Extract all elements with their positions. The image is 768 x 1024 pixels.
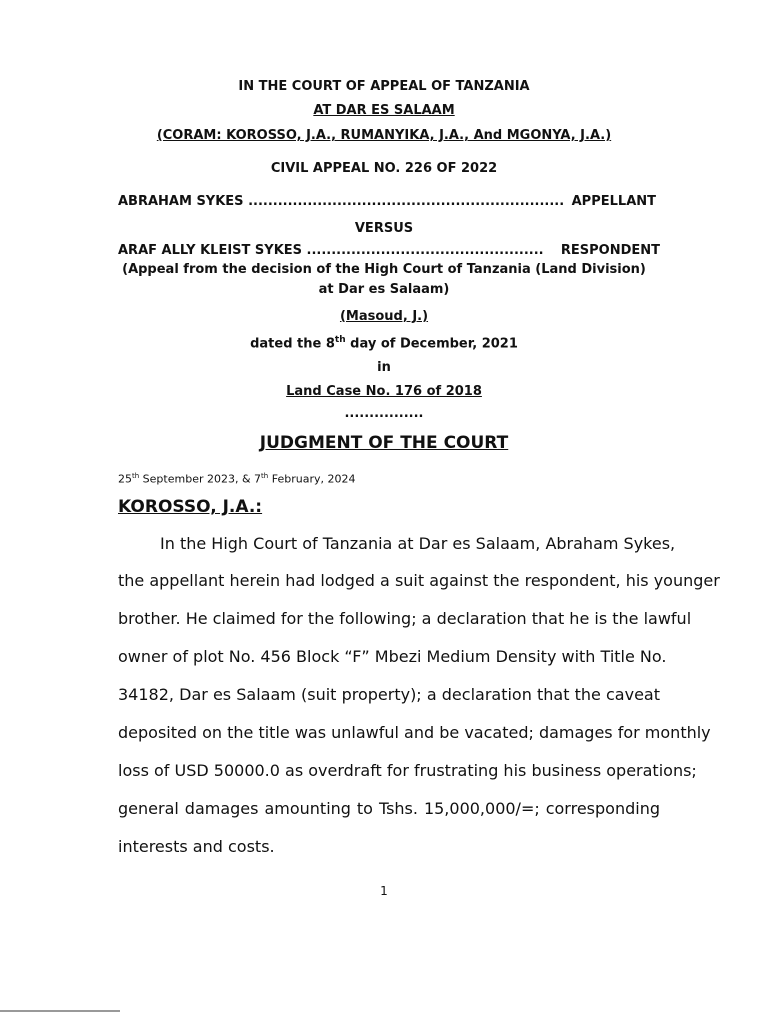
in-word: in bbox=[377, 360, 391, 375]
judgment-author: KOROSSO, J.A.: bbox=[118, 497, 263, 517]
dated-sup: th bbox=[334, 335, 346, 345]
appellant-row bbox=[118, 194, 656, 209]
date-end: February, 2024 bbox=[268, 472, 356, 486]
body-line-4: owner of plot No. 456 Block “F” Mbezi Medium Density with Title No. bbox=[118, 647, 667, 666]
judgment-title: JUDGMENT OF THE COURT bbox=[259, 433, 509, 453]
appeal-from-line2: at Dar es Salaam) bbox=[318, 282, 450, 297]
date-a-sup: th bbox=[132, 472, 140, 480]
respondent-row bbox=[118, 243, 660, 258]
page-number: 1 bbox=[380, 884, 388, 898]
appellant-leader: ................................................................ bbox=[243, 194, 565, 209]
body-line-5: 34182, Dar es Salaam (suit property); a declaration that the caveat bbox=[118, 685, 660, 704]
versus: VERSUS bbox=[354, 221, 414, 236]
body-line-2: the appellant herein had lodged a suit against the respondent, his younger bbox=[118, 571, 720, 590]
body-line-6: deposited on the title was unlawful and be vacated; damages for monthly bbox=[118, 723, 711, 742]
date-a: 25 bbox=[118, 472, 132, 486]
date-b-sup: th bbox=[261, 472, 269, 480]
separator-dots: ................ bbox=[344, 406, 424, 421]
court-title: IN THE COURT OF APPEAL OF TANZANIA bbox=[238, 79, 530, 94]
dated-post: day of December, 2021 bbox=[345, 336, 518, 352]
coram: (CORAM: KOROSSO, J.A., RUMANYIKA, J.A., And MGONYA, J.A.) bbox=[156, 128, 612, 143]
body-line-8: general damages amounting to Tshs. 15,000,000/=; corresponding bbox=[118, 799, 660, 818]
body-line-9: interests and costs. bbox=[118, 837, 275, 856]
appeal-from-line1: (Appeal from the decision of the High Court of Tanzania (Land Division) bbox=[122, 262, 646, 277]
body-line-3: brother. He claimed for the following; a declaration that he is the lawful bbox=[118, 609, 692, 628]
scan-artifact bbox=[0, 1010, 120, 1012]
dated-line bbox=[0, 335, 768, 351]
respondent-role: RESPONDENT bbox=[560, 243, 660, 258]
respondent-leader: ................................................ bbox=[302, 243, 544, 258]
land-case: Land Case No. 176 of 2018 bbox=[286, 384, 482, 399]
court-place: AT DAR ES SALAAM bbox=[313, 103, 455, 118]
appeal-number: CIVIL APPEAL NO. 226 OF 2022 bbox=[270, 161, 498, 176]
respondent-name: ARAF ALLY KLEIST SYKES bbox=[118, 243, 303, 258]
hearing-dates bbox=[118, 472, 355, 486]
appellant-role: APPELLANT bbox=[571, 194, 656, 209]
appellant-name: ABRAHAM SYKES bbox=[118, 194, 244, 209]
trial-judge: (Masoud, J.) bbox=[339, 309, 429, 324]
body-line-1: In the High Court of Tanzania at Dar es Salaam, Abraham Sykes, bbox=[160, 534, 676, 553]
body-line-7: loss of USD 50000.0 as overdraft for frustrating his business operations; bbox=[118, 761, 697, 780]
date-mid: September 2023, & 7 bbox=[139, 472, 262, 486]
dated-pre: dated the 8 bbox=[250, 336, 335, 352]
